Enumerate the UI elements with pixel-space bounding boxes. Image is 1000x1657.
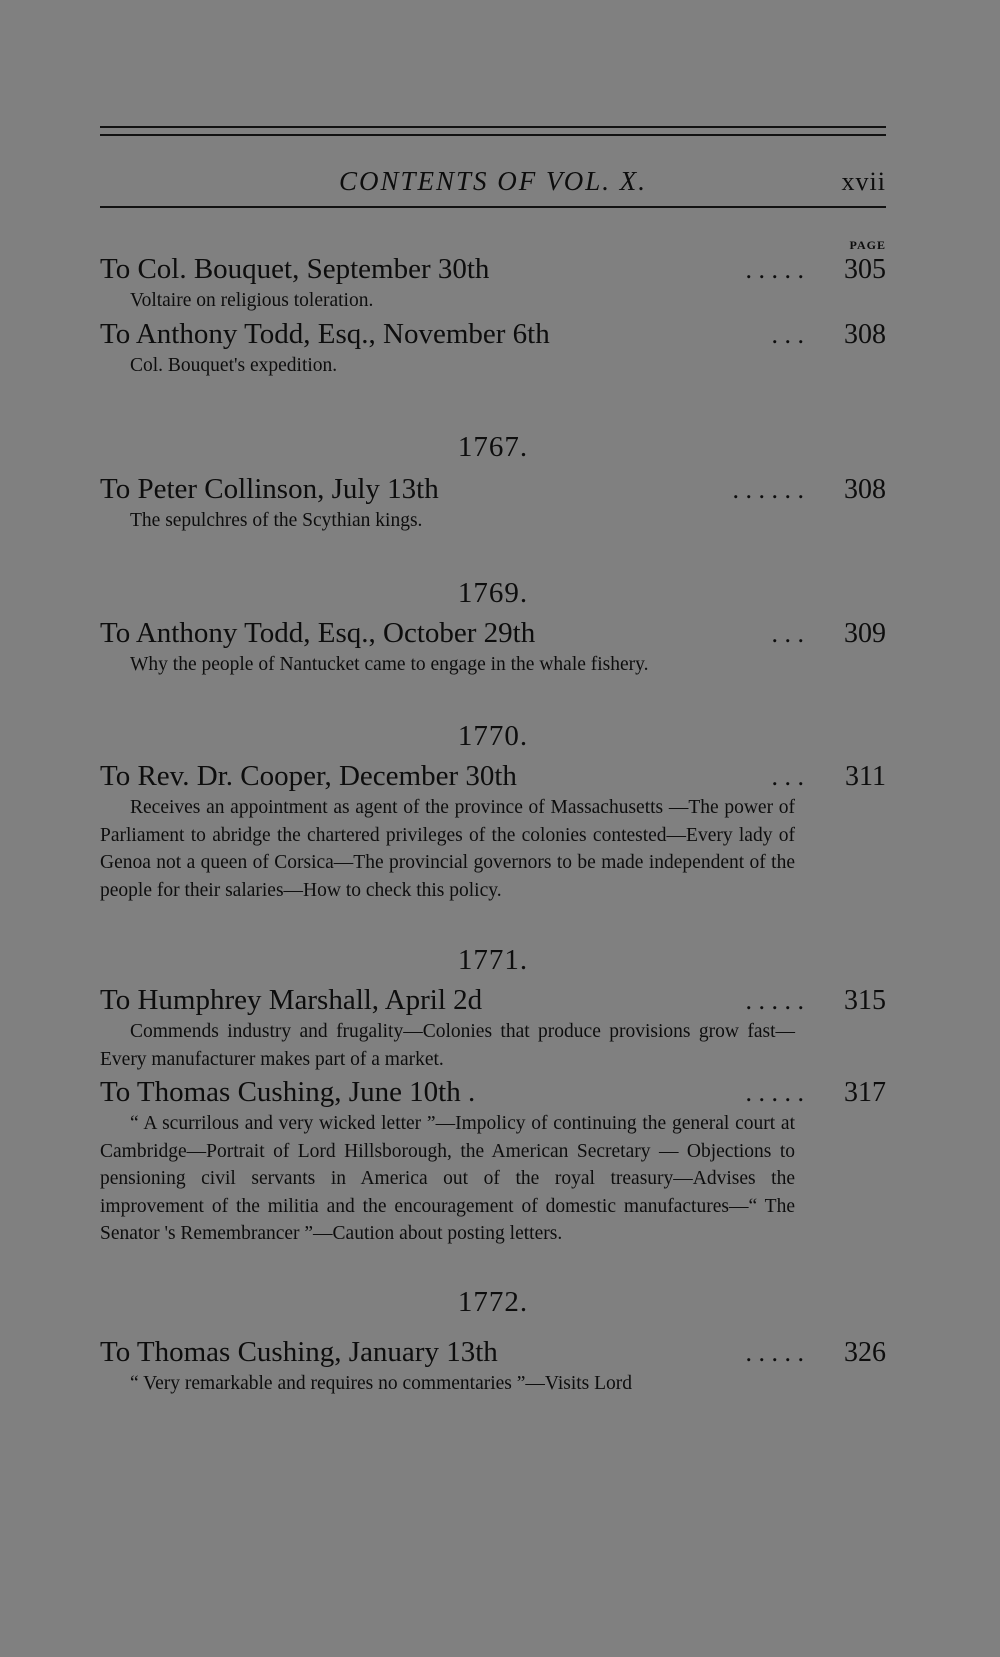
entry-line (100, 1075, 886, 1110)
entry-page-number: 308 (844, 318, 886, 350)
entry-title: To Thomas Cushing, June 10th . (100, 1076, 476, 1108)
entry-summary: Receives an appointment as agent of the province of Massachusetts —The power of Parliament to abridge the chartered privileges of the colonies contested—Every lady of Genoa not a queen of Corsica—The provincial governors to be made independent of the people for their salaries—How to check this policy. (100, 797, 795, 901)
year-section (100, 577, 886, 679)
entry-summary: “ A scurrilous and very wicked letter ”—Impolicy of continuing the general court at Cambridge—Portrait of Lord Hillsborough, the American Secretary — Objections to pensioning civil servants in America out of the royal treasury—Advises the improvement of the militia and the encouragement of domestic manufactures—“ The Senator 's Remembrancer ”—Caution about posting letters. (100, 1113, 795, 1244)
entry-title: To Rev. Dr. Cooper, December 30th (100, 760, 517, 792)
year-section (100, 944, 886, 1248)
entry-line (100, 472, 886, 507)
entry-page-number: 308 (844, 474, 886, 505)
year-section (100, 431, 886, 535)
contents-page (100, 126, 886, 1397)
entry-title: To Thomas Cushing, January 13th (100, 1335, 498, 1368)
page-column-label: PAGE (849, 238, 886, 252)
entry-line (100, 616, 886, 651)
contents-entry (100, 472, 886, 535)
year-heading: 1770. (457, 720, 529, 752)
contents-entry (100, 252, 886, 315)
entry-title: To Humphrey Marshall, April 2d (100, 984, 483, 1016)
entry-summary: Commends industry and frugality—Colonies that produce provisions grow fast—Every manufacturer makes part of a market. (100, 1021, 795, 1070)
header-rule (100, 206, 886, 208)
contents-entry (100, 317, 886, 380)
entry-page-number: 305 (844, 254, 886, 285)
entry-page-number: 317 (844, 1077, 886, 1108)
entry-line (100, 983, 886, 1018)
entry-line (100, 759, 886, 794)
entry-summary: “ Very remarkable and requires no commentaries ”—Visits Lord (130, 1372, 633, 1394)
year-heading: 1771. (457, 944, 529, 976)
dot-leader: . . . (771, 319, 804, 349)
dot-leader: . . . (771, 618, 804, 648)
dot-leader: . . . . . . (732, 475, 804, 504)
entry-summary: Voltaire on religious toleration. (130, 290, 374, 311)
entry-title: To Anthony Todd, Esq., October 29th (100, 616, 536, 649)
entry-line (100, 317, 886, 352)
folio-number: xvii (841, 167, 886, 196)
entry-title: To Col. Bouquet, September 30th (100, 253, 490, 285)
year-section (100, 720, 886, 904)
year-section (100, 1286, 886, 1398)
dot-leader: . . . (771, 762, 804, 791)
year-heading: 1767. (457, 431, 529, 463)
dot-leader: . . . . . (745, 255, 804, 284)
entry-line (100, 1335, 886, 1370)
year-heading: 1772. (457, 1285, 529, 1318)
entry-page-number: 309 (844, 617, 886, 649)
entry-summary: Col. Bouquet's expedition. (130, 354, 338, 376)
entry-title: To Peter Collinson, July 13th (100, 473, 439, 505)
entry-page-number: 311 (845, 761, 886, 792)
contents-entry (100, 759, 886, 904)
contents-entry (100, 616, 886, 679)
contents-entry (100, 983, 886, 1073)
dot-leader: . . . . . (745, 1337, 804, 1367)
dot-leader: . . . . . (745, 1078, 804, 1107)
year-heading: 1769. (457, 576, 529, 609)
header-double-rule (100, 126, 886, 136)
page-header (100, 136, 886, 206)
entry-page-number: 326 (844, 1336, 886, 1368)
entry-title: To Anthony Todd, Esq., November 6th (100, 317, 550, 350)
dot-leader: . . . . . (745, 986, 804, 1015)
entry-summary: Why the people of Nantucket came to engage in the whale fishery. (130, 653, 649, 675)
contents-entry (100, 1335, 886, 1398)
contents-list (100, 252, 886, 1397)
entry-line (100, 252, 886, 287)
contents-entry (100, 1075, 886, 1248)
entry-page-number: 315 (844, 985, 886, 1016)
running-title: CONTENTS OF VOL. X. (339, 166, 647, 196)
year-section (100, 252, 886, 379)
entry-summary: The sepulchres of the Scythian kings. (130, 510, 423, 531)
